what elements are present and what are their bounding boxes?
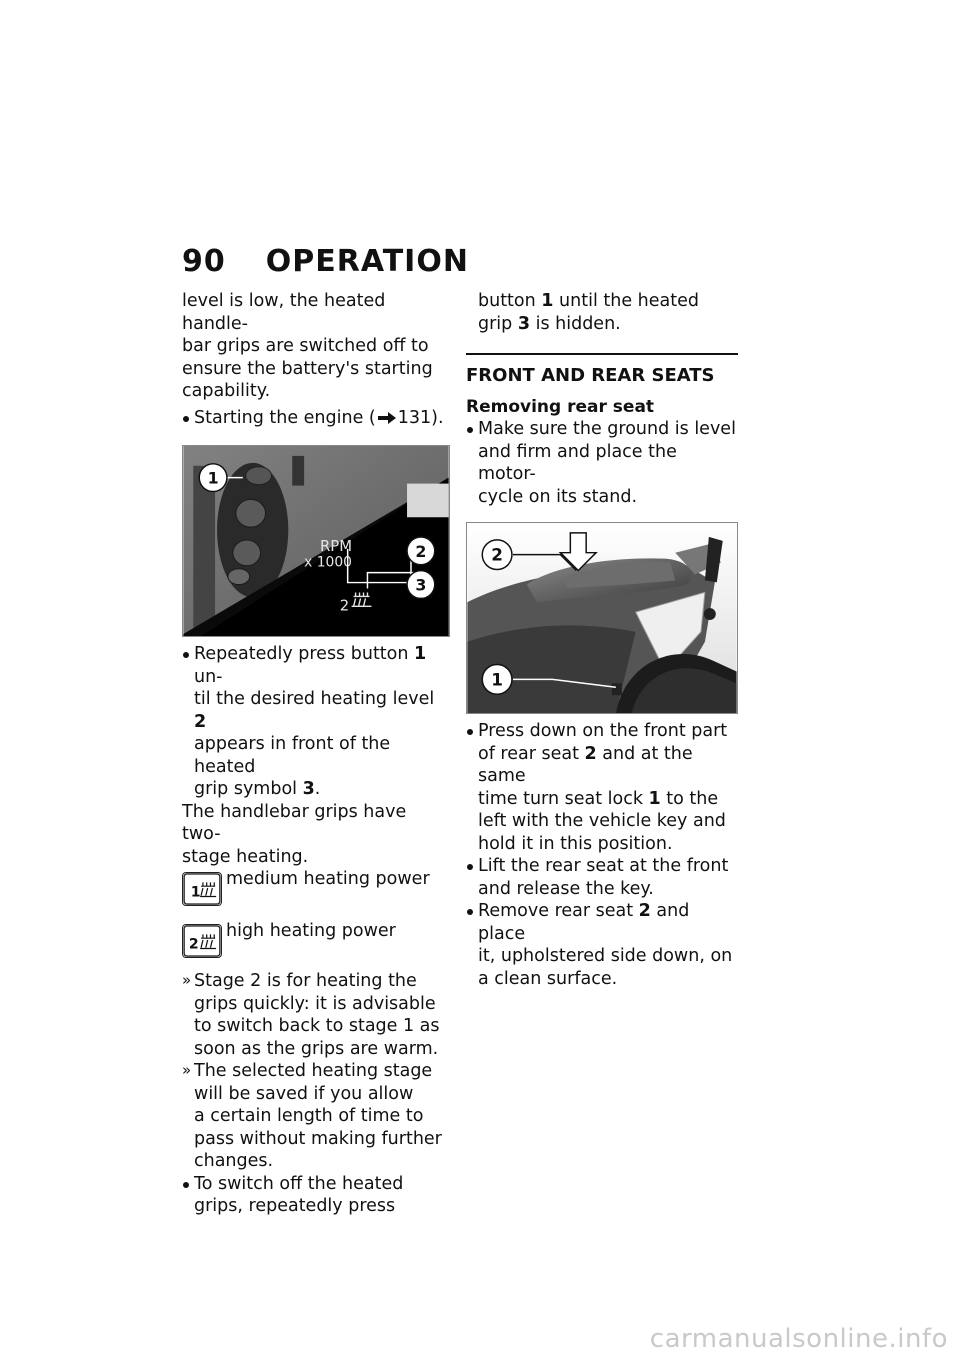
page-reference-arrow-icon — [378, 412, 396, 424]
lift-seat-item: Lift the rear seat at the front and release the key. — [466, 855, 738, 900]
removing-rear-seat-heading: Removing rear seat — [466, 396, 655, 417]
start-engine-item: Starting the engine ( 131). — [182, 407, 450, 430]
page-number: 90 — [182, 244, 226, 279]
svg-text:2: 2 — [491, 544, 503, 565]
rpm-scale-label: x 1000 — [304, 554, 352, 571]
callout-1 — [199, 464, 227, 492]
left-column — [182, 290, 450, 1218]
seats-section-title: FRONT AND REAR SEATS — [466, 365, 715, 386]
symbol-row-medium — [182, 868, 450, 906]
ground-level-item: Make sure the ground is level and firm and place the motor- cycle on its stand. — [466, 418, 738, 508]
heated-grip-stage-1-icon — [182, 872, 222, 906]
medium-heating-label: medium heating power — [226, 869, 430, 889]
svg-text:2: 2 — [188, 936, 199, 953]
repeat-press-item: Repeatedly press button 1 un- til the desired heating level 2 appears in front of the heated grip symbol 3. — [182, 643, 450, 801]
symbol-row-high — [182, 920, 450, 958]
section-divider — [466, 353, 738, 355]
svg-text:2: 2 — [415, 541, 427, 561]
heated-grip-stage-2-icon — [182, 924, 222, 958]
remove-seat-item: Remove rear seat 2 and place it, upholstered side down, on a clean surface. — [466, 900, 738, 990]
rear-seat-photo — [466, 522, 738, 714]
callout-1 — [482, 665, 512, 695]
heated-grips-switch-photo — [182, 445, 450, 637]
callout-2 — [407, 537, 435, 565]
switch-off-item: To switch off the heated grips, repeatedly press — [182, 1173, 450, 1218]
callout-2 — [482, 540, 512, 570]
svg-text:1: 1 — [207, 468, 219, 488]
rpm-label: RPM — [319, 537, 353, 555]
section-title: OPERATION — [265, 244, 469, 279]
svg-text:3: 3 — [415, 575, 427, 595]
right-column — [466, 290, 738, 990]
high-heating-label: high heating power — [226, 921, 396, 941]
watermark: carmanualsonline.info — [649, 1324, 948, 1354]
svg-text:1: 1 — [190, 884, 201, 901]
svg-text:1: 1 — [491, 669, 503, 690]
two-stage-paragraph: The handlebar grips have two- stage heating. — [182, 801, 407, 867]
note-saved-stage: » The selected heating stage will be saved if you allow a certain length of time to pass without making further changes. — [182, 1060, 450, 1173]
intro-paragraph: level is low, the heated handle- bar grips are switched off to ensure the battery's starting capability. — [182, 291, 433, 401]
press-down-item: Press down on the front part of rear seat 2 and at the same time turn seat lock 1 to the left with the vehicle key and hold it in this position. — [466, 720, 738, 855]
heating-stage-readout: 2 — [339, 597, 350, 615]
page-header — [182, 244, 469, 279]
note-stage-2: » Stage 2 is for heating the grips quickly: it is advisable to switch back to stage 1 as soon as the grips are warm. — [182, 970, 450, 1060]
switch-off-continued: button 1 until the heated grip 3 is hidden. — [478, 291, 699, 334]
callout-3 — [407, 571, 435, 599]
